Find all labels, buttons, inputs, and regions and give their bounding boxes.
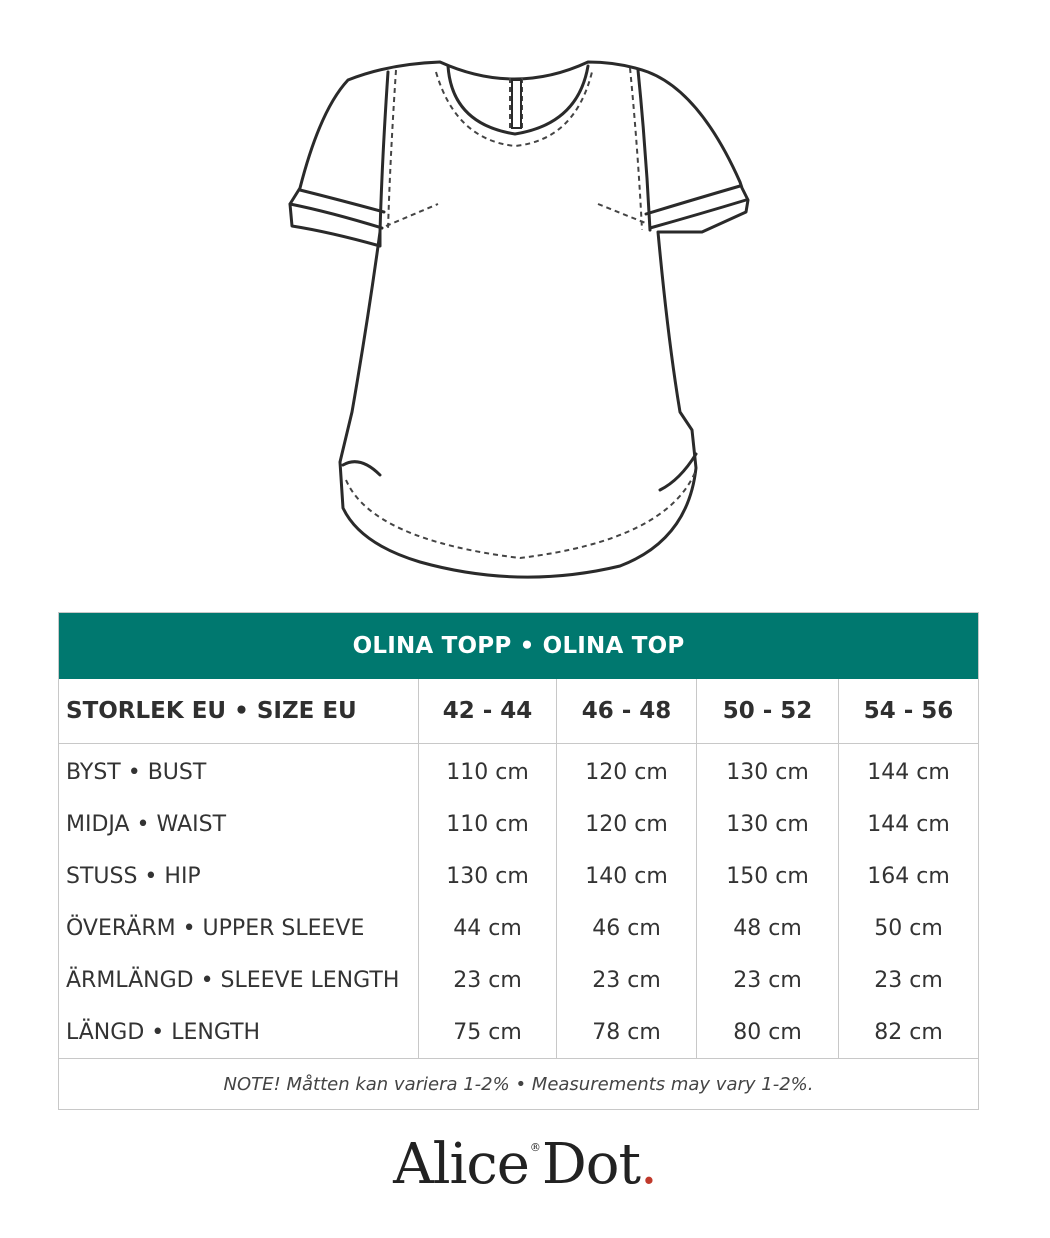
table-row — [59, 798, 979, 850]
table-cell: 80 cm — [697, 1006, 839, 1059]
table-cell: 23 cm — [557, 954, 697, 1006]
registered-mark: ® — [529, 1141, 541, 1154]
table-header-row — [59, 679, 979, 744]
garment-sketch-illustration — [270, 40, 770, 590]
table-cell: 44 cm — [419, 902, 557, 954]
table-cell: 130 cm — [697, 744, 839, 799]
table-row — [59, 850, 979, 902]
table-note-row — [59, 1059, 979, 1110]
table-cell: 110 cm — [419, 798, 557, 850]
table-cell: 150 cm — [697, 850, 839, 902]
size-header-54-56: 54 - 56 — [839, 679, 979, 744]
table-row — [59, 744, 979, 799]
table-title: OLINA TOPP • OLINA TOP — [59, 613, 979, 680]
brand-logo — [0, 1132, 1050, 1197]
size-header-label: STORLEK EU • SIZE EU — [59, 679, 419, 744]
table-cell: 120 cm — [557, 744, 697, 799]
row-label-upper-sleeve: ÖVERÄRM • UPPER SLEEVE — [66, 915, 365, 941]
table-cell: 50 cm — [839, 902, 979, 954]
table-cell: 23 cm — [839, 954, 979, 1006]
table-cell: 82 cm — [839, 1006, 979, 1059]
measurement-note: NOTE! Måtten kan variera 1-2% • Measurements may vary 1-2%. — [59, 1059, 979, 1110]
row-label-hip: STUSS • HIP — [66, 863, 201, 889]
table-row — [59, 954, 979, 1006]
row-label-bust: BYST • BUST — [66, 759, 207, 785]
table-cell: 78 cm — [557, 1006, 697, 1059]
row-label-waist: MIDJA • WAIST — [66, 811, 227, 837]
table-cell: 140 cm — [557, 850, 697, 902]
table-row — [59, 902, 979, 954]
brand-dot: . — [640, 1132, 657, 1197]
table-title-row — [59, 613, 979, 680]
table-cell: 144 cm — [839, 798, 979, 850]
size-header-46-48: 46 - 48 — [557, 679, 697, 744]
table-cell: 120 cm — [557, 798, 697, 850]
brand-name-part2: Dot — [541, 1132, 641, 1197]
row-label-length: LÄNGD • LENGTH — [66, 1019, 261, 1045]
size-header-50-52: 50 - 52 — [697, 679, 839, 744]
table-cell: 164 cm — [839, 850, 979, 902]
size-chart-table — [58, 612, 979, 1110]
table-cell: 130 cm — [419, 850, 557, 902]
table-cell: 75 cm — [419, 1006, 557, 1059]
placket-detail-icon — [512, 80, 521, 128]
table-cell: 23 cm — [419, 954, 557, 1006]
size-header-42-44: 42 - 44 — [419, 679, 557, 744]
table-cell: 144 cm — [839, 744, 979, 799]
table-cell: 110 cm — [419, 744, 557, 799]
row-label-sleeve-length: ÄRMLÄNGD • SLEEVE LENGTH — [66, 967, 400, 993]
brand-name-part1: Alice — [393, 1132, 529, 1197]
table-cell: 130 cm — [697, 798, 839, 850]
table-cell: 46 cm — [557, 902, 697, 954]
table-cell: 23 cm — [697, 954, 839, 1006]
table-cell: 48 cm — [697, 902, 839, 954]
table-row — [59, 1006, 979, 1059]
